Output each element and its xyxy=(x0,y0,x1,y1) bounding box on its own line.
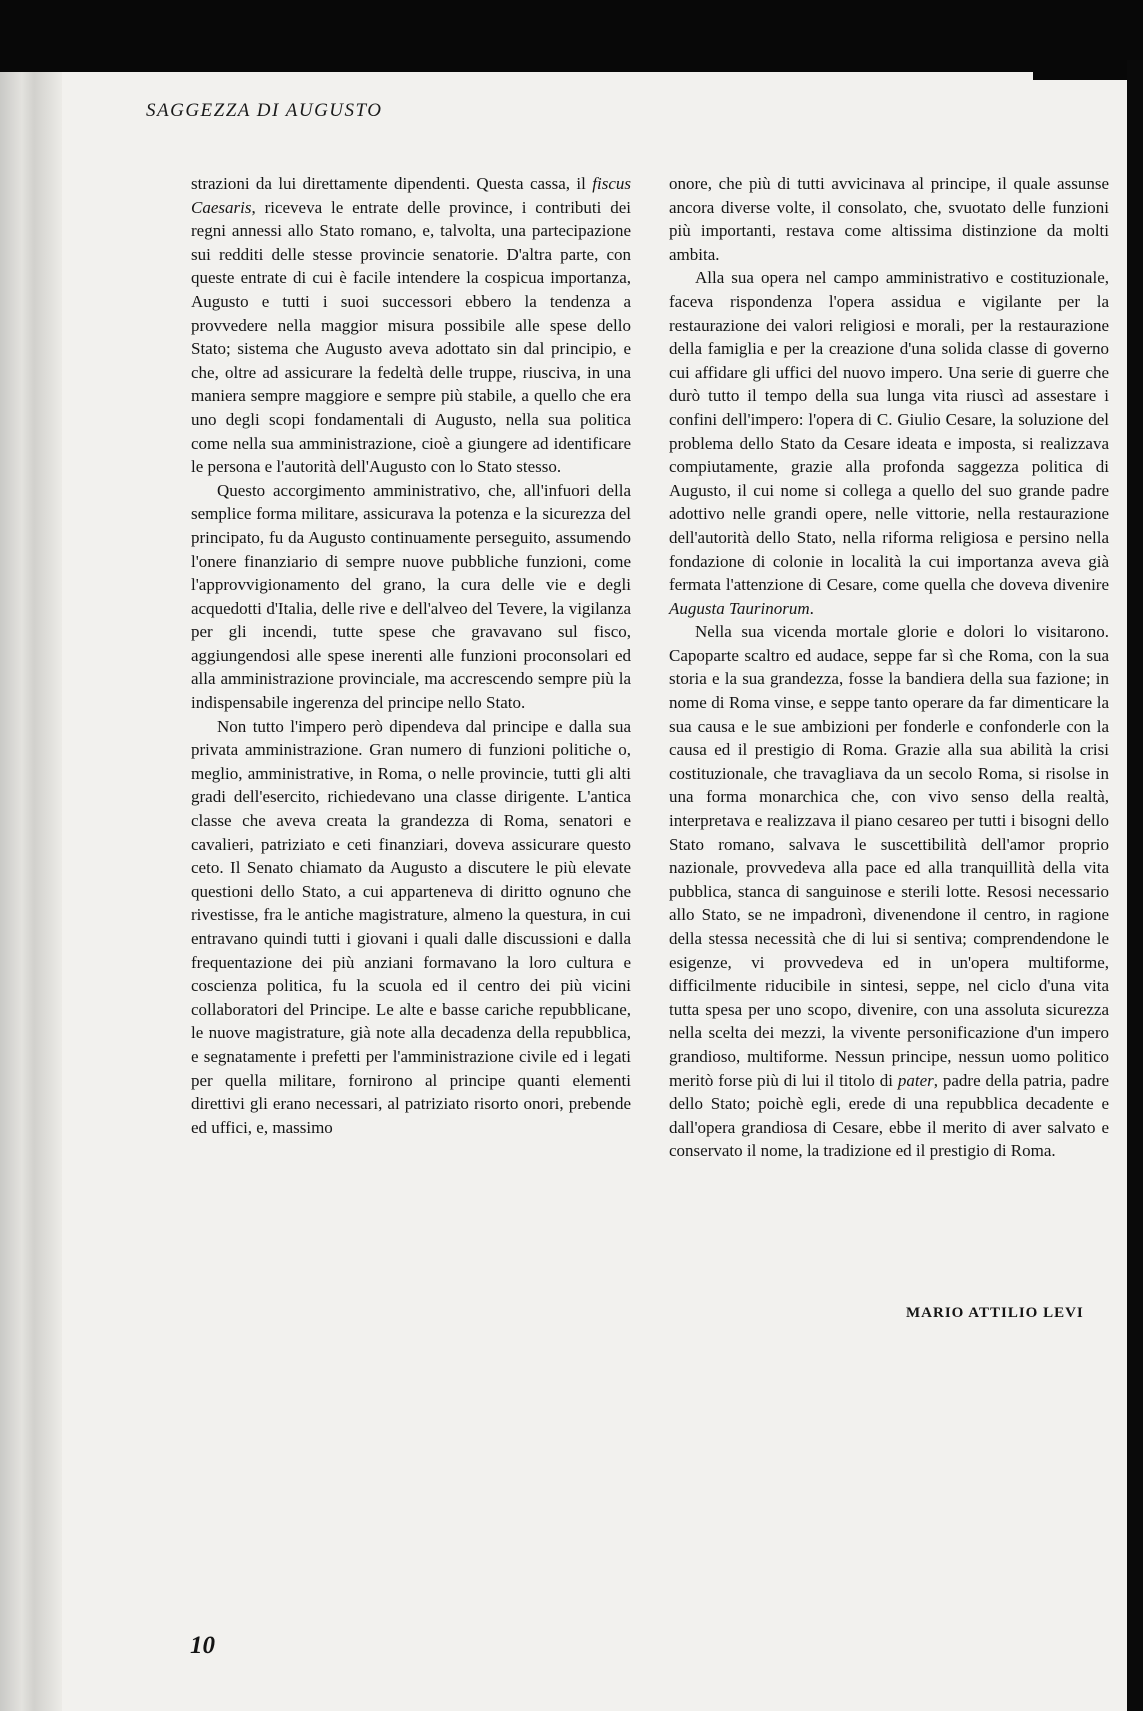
paragraph: Non tutto l'impero però dipendeva dal principe e dalla sua privata amministrazione. Gran numero di funzioni politiche o, meglio, amministrative, in Roma, o nelle provincie, tutti gli alti gradi dell'esercito, richiedevano una classe dirigente. L'antica classe che aveva creata la grandezza di Roma, senatori e cavalieri, patriziato e ceti finanziari, doveva assicurare questo ceto. Il Senato chiamato da Augusto a discutere le più elevate questioni dello Stato, a cui apparteneva di diritto ognuno che rivestisse, fra le antiche magistrature, almeno la questura, in cui entravano quindi tutti i giovani i quali dalle discussioni e dalla frequentazione dei più anziani formavano la loro cultura e coscienza politica, fu la scuola ed il centro dei più vicini collaboratori del Principe. Le alte e basse cariche repubblicane, le nuove magistrature, già note alla decadenza della repubblica, e segnatamente i prefetti per l'amministrazione civile ed i legati per quella militare, fornirono al principe quanti elementi direttivi gli erano necessari, al patriziato risorto onori, prebende ed uffici, e, massimo xyxy=(191,716,631,1137)
running-title: SAGGEZZA DI AUGUSTO xyxy=(146,100,383,121)
left-column xyxy=(191,172,631,1139)
paragraph: Nella sua vicenda mortale glorie e dolori lo visitarono. Capoparte scaltro ed audace, seppe far sì che Roma, con la sua storia e la sua grandezza, fosse la bandiera della sua fazione; in nome di Roma vinse, e seppe tanto operare da far dimenticare la sua causa e le sue ambizioni per fonderle e confonderle con la causa ed il prestigio di Roma. Grazie alla sua abilità la crisi costituzionale, che travagliava da un secolo Roma, si risolse in una forma monarchica che, con vivo senso della realtà, interpretava e realizzava il piano cesareo per tutti i bisogni dello Stato romano, salvava le suscettibilità dell'amor proprio nazionale, provvedeva alla pace ed alla tranquillità della vita pubblica, stanca di sanguinose e sterili lotte. Resosi necessario allo Stato, se ne impadronì, divenendone il centro, in ragione della stessa necessità che di lui si sentiva; comprendendone le esigenze, vi provvedeva ed in un'opera multiforme, difficilmente riducibile in sintesi, seppe, nel ciclo d'una vita tutta spesa per uno scopo, divenire, con una assoluta sicurezza nella scelta dei mezzi, la vivente personificazione d'un impero grandioso, multiforme. Nessun principe, nessun uomo politico meritò forse più di lui il titolo di pater, padre della patria, padre dello Stato; poichè egli, erede di una repubblica decadente e dall'opera grandiosa di Cesare, ebbe il merito di aver salvato e conservato il nome, la tradizione ed il prestigio di Roma. xyxy=(669,622,1109,1161)
paragraph: Questo accorgimento amministrativo, che, all'infuori della semplice forma militare, assicurava la potenza e la sicurezza del principato, fu da Augusto continuamente perseguito, assumendo l'onere finanziario di sempre nuove pubbliche funzioni, come l'approvvigionamento del grano, la cura delle vie e degli acquedotti d'Italia, delle rive e dell'alveo del Tevere, la vigilanza per gli incendi, tutte spese che gravavano sul fisco, aggiungendosi alle spese inerenti alle funzioni proconsolari ed alla amministrazione provinciale, ma accrescendo sempre più la indispensabile ingerenza del principe nello Stato. xyxy=(191,480,631,713)
scan-top-border xyxy=(0,0,1143,72)
paragraph: onore, che più di tutti avvicinava al principe, il quale assunse ancora diverse volte, il consolato, che, svuotato delle funzioni più importanti, restava come altissima distinzione da molti ambita. xyxy=(669,174,1109,264)
scan-gutter-shadow xyxy=(0,72,62,1711)
author-signature: MARIO ATTILIO LEVI xyxy=(906,1305,1084,1321)
right-column xyxy=(669,172,1109,1163)
scan-right-border xyxy=(1127,60,1143,1711)
paragraph: strazioni da lui direttamente dipendenti. Questa cassa, il fiscus Caesaris, riceveva le entrate delle province, i contributi dei regni annessi allo Stato romano, e, talvolta, una partecipazione sui redditi delle stesse provincie senatorie. D'altra parte, con queste entrate di cui è facile intendere la cospicua importanza, Augusto e tutti i suoi successori ebbero la tendenza a provvedere nella maggior misura possibile alle spese dello Stato; sistema che Augusto aveva adottato sin dal principio, e che, oltre ad assicurare la fedeltà delle truppe, riusciva, in una maniera sempre maggiore e sempre più stabile, a quello che era uno degli scopi fondamentali di Augusto, nella sua politica come nella sua amministrazione, cioè a giungere ad identificare le persona e l'autorità dell'Augusto con lo Stato stesso. xyxy=(191,174,631,477)
page-number: 10 xyxy=(190,1632,215,1659)
paragraph: Alla sua opera nel campo amministrativo e costituzionale, faceva rispondenza l'opera assidua e vigilante per la restaurazione dei valori religiosi e morali, per la restaurazione della famiglia e per la creazione d'una solida classe di governo cui affidare gli uffici del nuovo impero. Una serie di guerre che durò tutto il tempo della sua lunga vita riuscì ad assestare i confini dell'impero: l'opera di C. Giulio Cesare, la soluzione del problema dello Stato da Cesare ideata e imposta, si realizzava compiutamente, grazie alla profonda saggezza politica di Augusto, il cui nome si collega a quello del suo grande padre adottivo nelle grandi opere, nelle vittorie, nella restaurazione dell'autorità dello Stato, nella riforma religiosa e persino nella fondazione di colonie in località la cui importanza aveva già fermata l'attenzione di Cesare, come quella che doveva divenire Augusta Taurinorum. xyxy=(669,268,1109,618)
